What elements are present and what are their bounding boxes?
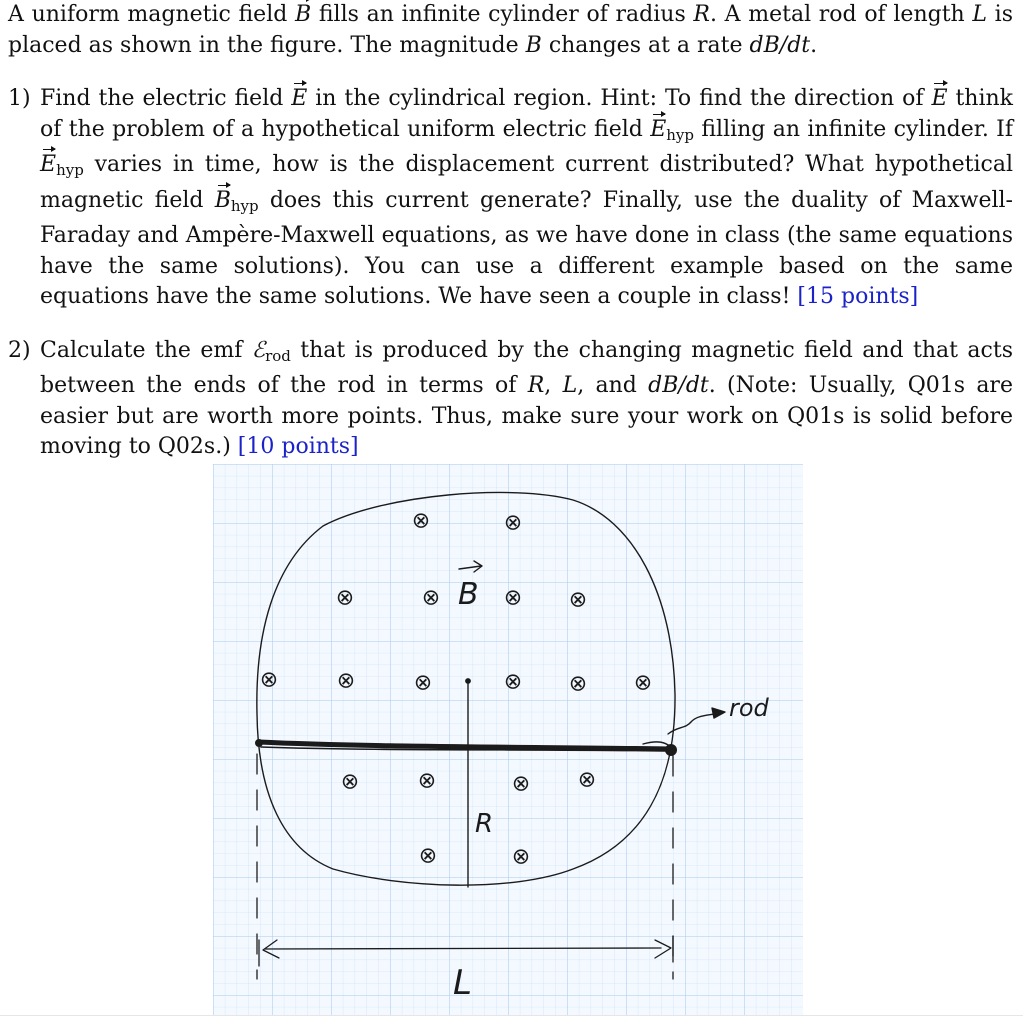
field-mark: ⊗ [568, 587, 588, 613]
field-mark: ⊗ [421, 585, 441, 611]
problem-document [8, 0, 1013, 463]
field-mark: ⊗ [503, 585, 523, 611]
question-2-points: [10 points] [237, 434, 359, 459]
question-1-number: 1) [8, 86, 31, 111]
field-mark: ⊗ [335, 585, 355, 611]
field-mark: ⊗ [259, 667, 279, 693]
field-mark: ⊗ [633, 670, 653, 696]
center-dot [466, 679, 471, 684]
field-mark: ⊗ [568, 671, 588, 697]
label-rod: rod [729, 694, 769, 722]
question-2: 2) Calculate the emf ℰ$_{rod}$ that is produced by the changing magnetic field and that acts between the ends of the rod in terms of R, L, and dB/dt. (Note: Usually, Q01s are easier but are worth more points. Thus, make sure your work on Q01s is solid before moving to Q02s.) [10 points] [8, 337, 1013, 459]
question-2-number: 2) [8, 337, 31, 363]
field-mark: ⊗ [503, 669, 523, 695]
field-mark: ⊗ [511, 844, 531, 870]
rod-end-left [256, 740, 263, 747]
rod-in-cylinder-figure [213, 464, 803, 1016]
field-mark: ⊗ [418, 843, 438, 869]
question-1: 1) Find the electric field E in the cylindrical region. Hint: To find the direction of E think of the problem of a hypothetical uniform electric field $E_{hyp}$ filling an infinite cylinder. If $E_{hyp}$ varies in time, how is the displacement current distributed? What hypothetical magnetic field $B_{hyp}$ does this current generate? Finally, use the duality of Maxwell-Faraday and Ampère-Maxwell equations, as we have done in class (the same equations have the same solutions). You can use a different example based on the same equations have the same solutions. We have seen a couple in class! [15 points] [8, 86, 1014, 309]
field-mark: ⊗ [511, 771, 531, 797]
field-mark: ⊗ [336, 668, 356, 694]
question-1-points: [15 points] [797, 284, 919, 309]
label-B: B [458, 577, 479, 612]
intro-paragraph: A uniform magnetic field B fills an infinite cylinder of radius R. A metal rod of length L is placed as shown in the figure. The magnitude B changes at a rate dB/dt. [8, 2, 1014, 58]
field-mark: ⊗ [411, 508, 431, 534]
field-mark: ⊗ [413, 670, 433, 696]
page-bottom-rule [0, 1015, 1023, 1016]
vector-B: B [295, 0, 311, 31]
field-mark: ⊗ [577, 767, 597, 793]
label-R: R [475, 809, 494, 839]
field-mark: ⊗ [340, 769, 360, 795]
label-L: L [453, 963, 472, 1003]
field-mark: ⊗ [503, 510, 523, 536]
rod-end-right [666, 745, 677, 756]
field-mark: ⊗ [417, 768, 437, 794]
